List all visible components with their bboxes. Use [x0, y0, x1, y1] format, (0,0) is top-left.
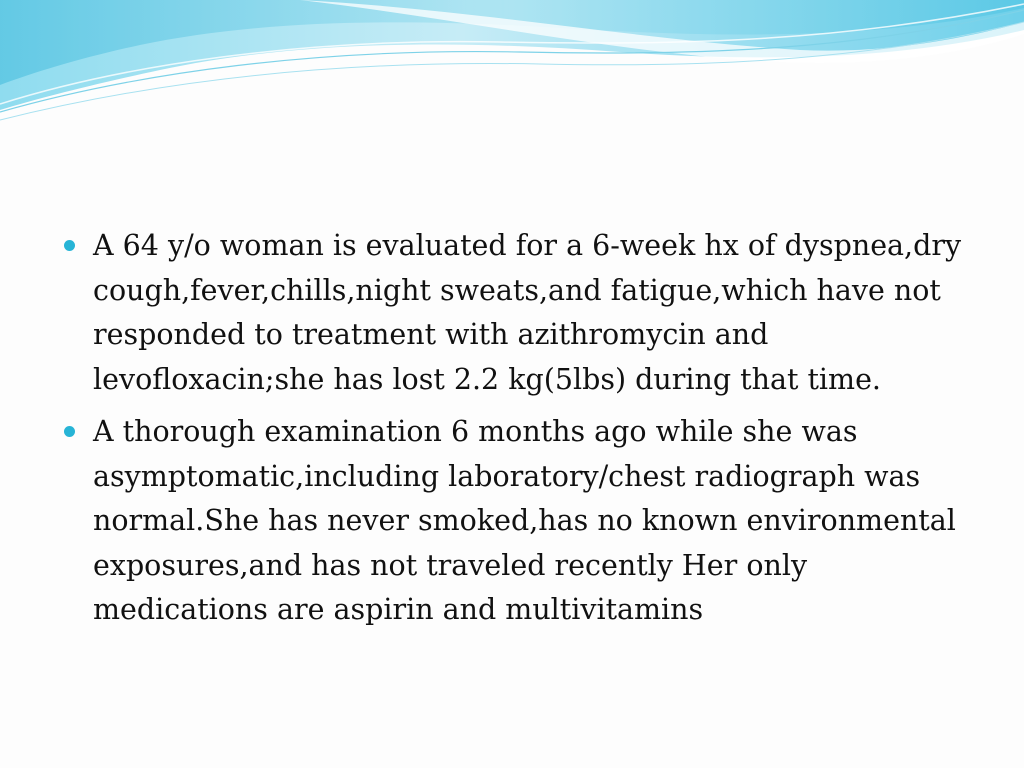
bullet-list	[64, 224, 974, 633]
bullet-item-2	[64, 410, 974, 633]
bullet-text-2: A thorough examination 6 months ago while she was asymptomatic,including laboratory/chest radiograph was normal.She has never smoked,has no known environmental exposures,and has not traveled recently Her only medications are aspirin and multivitamins	[93, 415, 956, 626]
bullet-dot-icon	[64, 426, 75, 437]
slide-body	[64, 224, 974, 641]
bullet-item-1	[64, 224, 974, 402]
bullet-dot-icon	[64, 240, 75, 251]
header-wave-decoration	[0, 0, 1024, 130]
bullet-text-1: A 64 y/o woman is evaluated for a 6-week hx of dyspnea,dry cough,fever,chills,night sweats,and fatigue,which have not responded to treatment with azithromycin and levofloxacin;she has lost 2.2 kg(5lbs) during that time.	[93, 229, 962, 396]
